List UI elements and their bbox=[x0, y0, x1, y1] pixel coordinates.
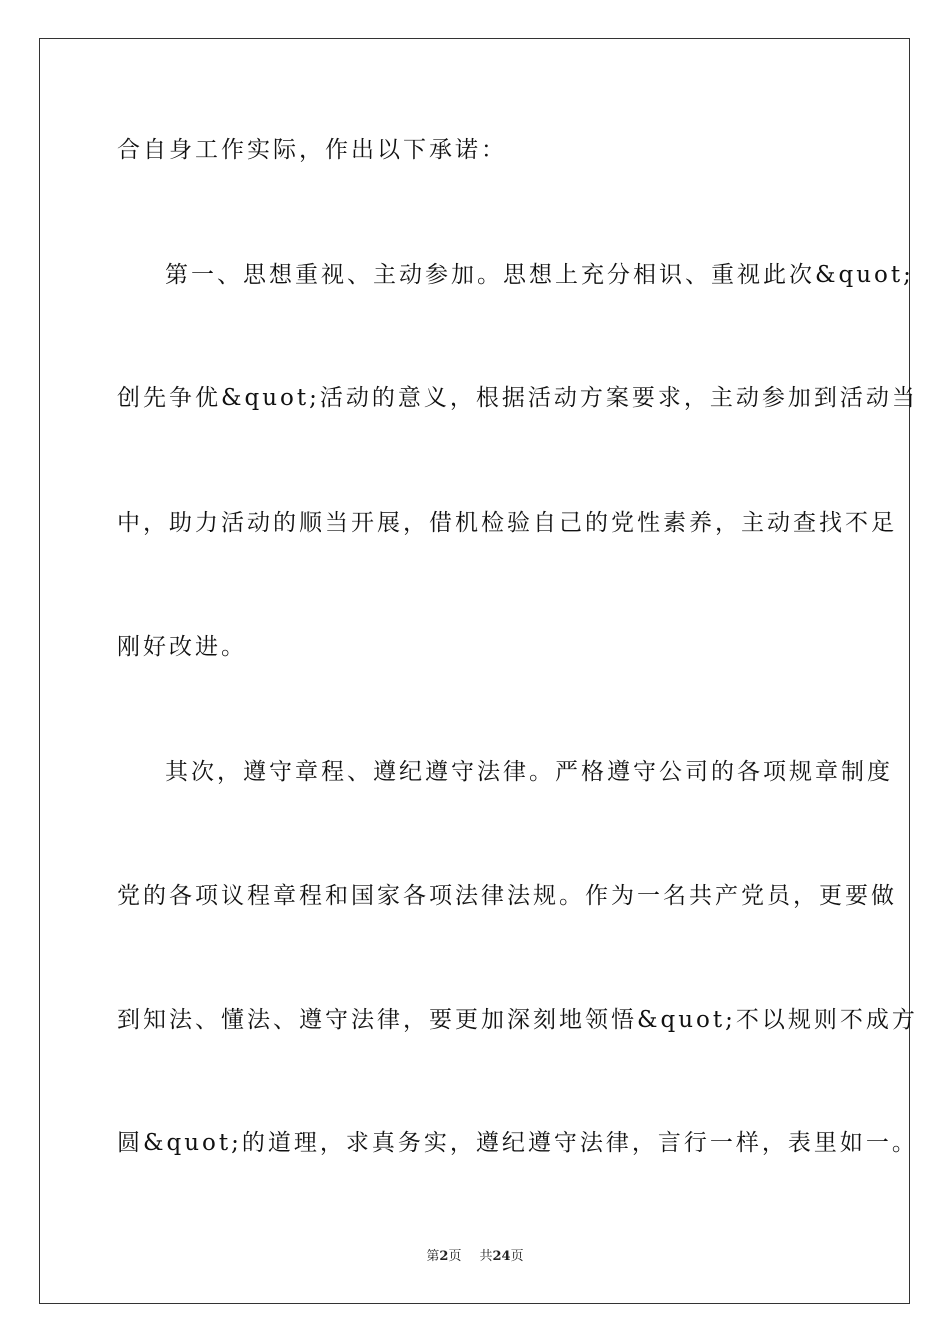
body-text-line: 到知法、懂法、遵守法律，要更加深刻地领悟&quot;不以规则不成方 bbox=[117, 1007, 918, 1033]
page-total: 共24页 bbox=[479, 1249, 524, 1264]
body-text-line: 党的各项议程章程和国家各项法律法规。作为一名共产党员，更要做 bbox=[117, 883, 897, 909]
page-frame bbox=[39, 38, 918, 1304]
paragraph-first-line: 其次，遵守章程、遵纪遵守法律。严格遵守公司的各项规章制度 bbox=[165, 759, 893, 785]
page-number: 第2页 bbox=[426, 1249, 462, 1264]
body-text-line: 创先争优&quot;活动的意义，根据活动方案要求，主动参加到活动当 bbox=[117, 385, 918, 411]
paragraph-first-line: 第一、思想重视、主动参加。思想上充分相识、重视此次&quot; bbox=[165, 262, 914, 288]
body-text-line: 刚好改进。 bbox=[117, 634, 247, 660]
body-text-line: 中，助力活动的顺当开展，借机检验自己的党性素养，主动查找不足 bbox=[117, 510, 897, 536]
body-text-line: 圆&quot;的道理，求真务实，遵纪遵守法律，言行一样，表里如一。 bbox=[117, 1130, 918, 1156]
page-footer bbox=[0, 1248, 950, 1266]
body-text-line: 合自身工作实际，作出以下承诺： bbox=[117, 137, 507, 163]
